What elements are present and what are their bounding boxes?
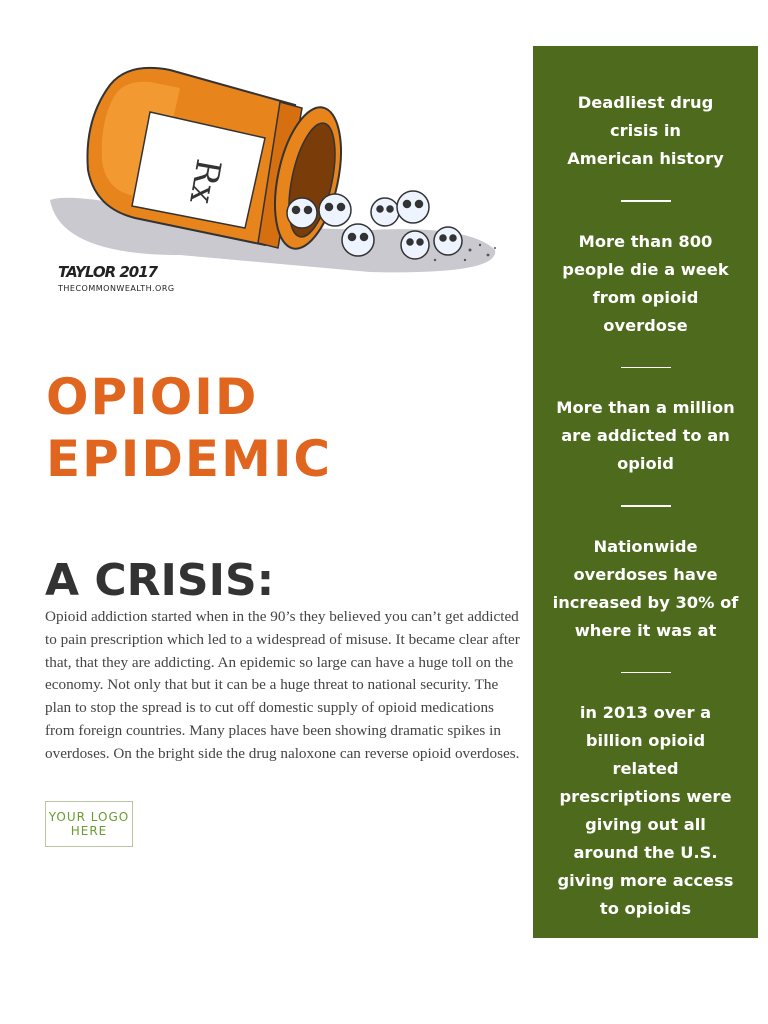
body-paragraph: Opioid addiction started when in the 90’s they believed you can’t get addicted to pain prescription which led to a widespread of misuse. It became clear after that, that they are addicting. An epidemic so large can have a huge toll on the economy. Not only that but it can be a huge threat to national security. The plan to stop the spread is to cut off domestic supply of opioid medications from foreign countries. Many places have been showing dramatic spikes in overdoses. On the bright side the drug naloxone can reverse opioid overdoses. [45,608,520,762]
page-title [46,366,506,490]
signature-site: THECOMMONWEALTH.ORG [58,284,175,293]
fact-3: More than a million are addicted to an opioid [556,398,735,473]
fact-1: Deadliest drug crisis in American history [567,93,724,168]
fact-4: Nationwide overdoses have increased by 30% of where it was at [552,536,739,640]
divider [621,505,671,507]
title-line-2: EPIDEMIC [46,430,333,488]
skull-icon [287,198,317,228]
skull-icon [319,194,351,226]
fact-2: More than 800 people die a week from opioid overdose [562,231,729,335]
skull-icon [401,231,429,259]
cartoonist-signature [58,265,208,310]
logo-placeholder [45,801,133,847]
divider [621,367,671,369]
logo-line-2: HERE [70,824,108,838]
skull-icon [342,224,374,256]
facts-sidebar [533,46,758,938]
skull-icon [434,227,462,255]
rx-label: Rx [181,155,229,207]
divider [621,200,671,202]
skull-icon [371,198,399,226]
title-line-1: OPIOID [46,368,259,426]
logo-line-1: YOUR LOGO [48,810,130,824]
section-heading: A CRISIS: [45,555,275,606]
skull-icon [397,191,429,223]
divider [621,672,671,674]
fact-5: in 2013 over a billion opioid related prescriptions were giving out all around the U.S. giving more access to opioids [557,703,734,918]
signature-name: TAYLOR 2017 [58,263,158,281]
